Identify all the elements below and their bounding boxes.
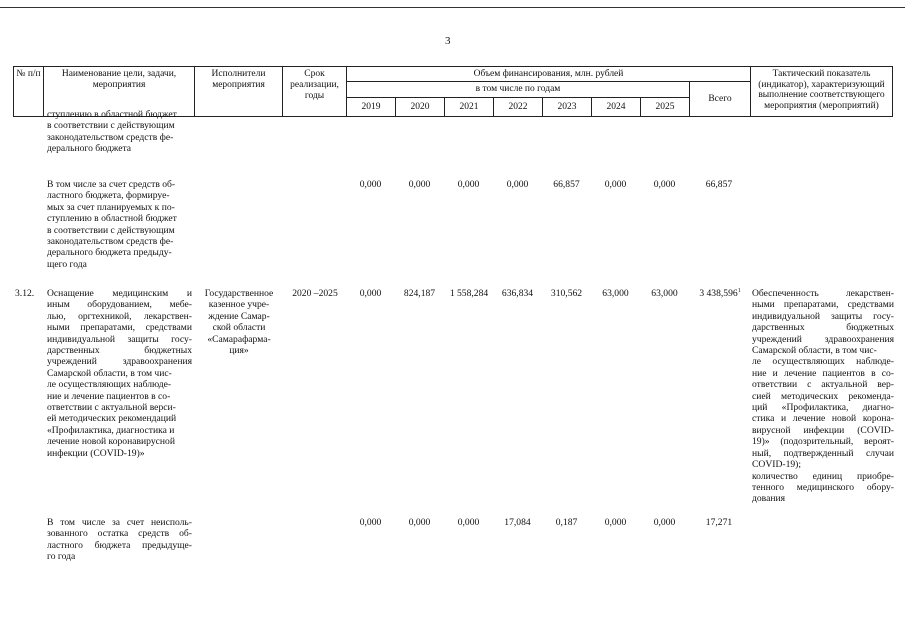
row-2-executor: Государственное казенное учре- ждение Самар- ской области «Самарафарма- ция» (204, 288, 274, 357)
row-2-total-footnote: 1 (737, 288, 741, 294)
row-3-value-2025: 0,000 (653, 517, 676, 528)
row-1-value-2022: 0,000 (506, 179, 529, 190)
row-1-value-2020: 0,000 (408, 179, 431, 190)
header-year-2025: 2025 (640, 97, 690, 117)
row-2-name: Оснащение медицинским и иным оборудованием, мебе- лью, оргтехникой, лекарствен- ными препаратами, средствами индивидуальной защиты госу- дарственных бюджетных учреждений здравоохранения Самарской области, в том чис- ле осуществляющих наблюде- ние и лечение пациентов в со- ответствии с актуальной верси- ей методических рекомендаций «Профилактика, диагностика и лечение новой коронавирусной инфекции (COVID-19)» (47, 288, 192, 459)
page-number: 3 (445, 35, 451, 47)
row-2-value-2022: 636,834 (501, 288, 534, 299)
header-col-finance: Объем финансирования, млн. рублей (346, 66, 751, 82)
header-year-2024: 2024 (591, 97, 641, 117)
row-3-value-2024: 0,000 (604, 517, 627, 528)
row-2-value-2024: 63,000 (602, 288, 629, 299)
row-3-value-2021: 0,000 (457, 517, 480, 528)
header-col-num: № п/п (13, 66, 44, 117)
header-year-2020: 2020 (395, 97, 445, 117)
row-2-term: 2020 –2025 (292, 288, 338, 299)
row-3-total: 17,271 (705, 517, 733, 528)
header-year-2023: 2023 (542, 97, 592, 117)
row-3-name: В том числе за счет неисполь- зованного остатка средств об- ластного бюджета предыдуще- го года (47, 517, 192, 563)
row-3-value-2022: 17,084 (504, 517, 531, 528)
row-2-indicator: Обеспеченность лекарствен- ными препаратами, средствами индивидуальной защиты госу- дарственных бюджетных учреждений здравоохранения Самарской области, в том чис- ле осуществляющих наблюде- ние и лечение пациентов в со- ответствии с актуальной вер- сией методических рекоменда- ций «Профилактика, диагно- стика и лечение новой корона- вирусной инфекции (COVID- 19)» (подозрительный, вероят- ный, подтвержденный случаи COVID-19); количество единиц приобре- тенного медицинского обору- дования (752, 288, 894, 505)
header-col-total: Всего (689, 81, 751, 117)
row-1-value-2021: 0,000 (457, 179, 480, 190)
row-3-value-2020: 0,000 (408, 517, 431, 528)
row-1-name: В том числе за счет средств об- ластного бюджета, формируе- мых за счет планируемых к по- ступлению в областной бюджет в соответствии с действующим законодательством средств фе- дерального бюджета предыду- щего года (47, 179, 177, 270)
row-1-value-2025: 0,000 (653, 179, 676, 190)
row-2-total-value: 3 438,596 (699, 288, 738, 300)
row-0-name: ступлению в областной бюджет в соответствии с действующим законодательством средств фе- дерального бюджета (47, 109, 177, 155)
row-1-value-2024: 0,000 (604, 179, 627, 190)
row-2-number: 3.12. (15, 288, 35, 299)
row-3-value-2019: 0,000 (359, 517, 382, 528)
row-3-value-2023: 0,187 (555, 517, 578, 528)
row-2-value-2019: 0,000 (359, 288, 382, 299)
header-year-2019: 2019 (346, 97, 396, 117)
row-2-value-2021: 1 558,284 (449, 288, 489, 299)
top-rule (0, 7, 905, 8)
row-1-value-2023: 66,857 (553, 179, 580, 190)
row-2-value-2025: 63,000 (651, 288, 678, 299)
row-1-value-2019: 0,000 (359, 179, 382, 190)
header-col-by-years: в том числе по годам (346, 81, 690, 98)
row-1-total: 66,857 (705, 179, 733, 190)
header-year-2021: 2021 (444, 97, 494, 117)
row-2-value-2023: 310,562 (550, 288, 583, 299)
row-2-value-2020: 824,187 (403, 288, 436, 299)
header-col-executors: Исполнители мероприятия (194, 66, 283, 117)
header-year-2022: 2022 (493, 97, 543, 117)
header-col-name: Наименование цели, задачи, мероприятия (43, 66, 195, 117)
header-col-term: Срок реализации, годы (282, 66, 347, 117)
header-col-indicator: Тактический показатель (индикатор), характеризующий выполнение соответствующего мероприятия (мероприятий) (750, 66, 893, 117)
row-2-total (690, 288, 750, 299)
